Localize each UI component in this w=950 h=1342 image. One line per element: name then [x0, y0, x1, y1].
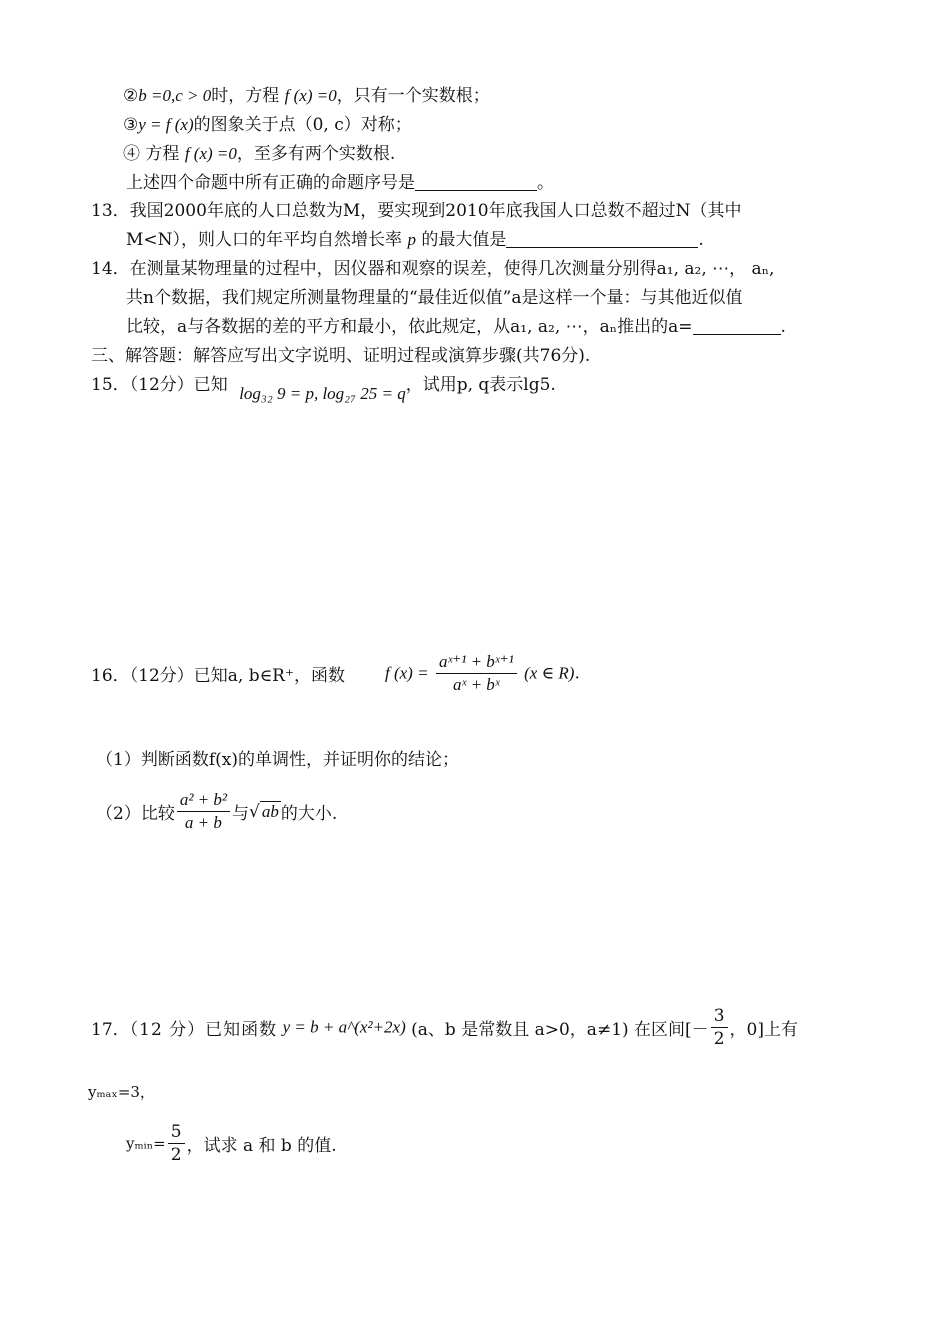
q14-number: 14． [91, 259, 130, 279]
q17-text2: (a、b 是常数且 a>0，a≠1) 在区间[－ [411, 1020, 709, 1040]
q12-item4-text: ④ 方程 [123, 144, 180, 164]
q17-text3: ，0]上有 [729, 1020, 798, 1040]
q17-formula: y = b + a^(x²+2x) [282, 1017, 406, 1037]
q12-item2-text: 时，方程 [211, 86, 280, 106]
q17-fraction [711, 1006, 728, 1049]
q12-conclusion [126, 171, 554, 195]
q12-conclusion-end: 。 [537, 173, 554, 193]
q13-number: 13． [91, 201, 130, 221]
q16-part1 [96, 748, 459, 772]
q17-ymin-num: 5 [168, 1122, 185, 1144]
q12-item-3 [123, 113, 412, 137]
q16-sqrt: √ ab [249, 801, 279, 822]
section3-heading [91, 344, 590, 368]
q16-part2-text3: 的大小. [280, 804, 338, 824]
q12-item4-fx: f (x) =0 [184, 144, 237, 163]
q12-item2-expr: b =0,c > 0 [138, 86, 212, 105]
q12-item-4 [123, 142, 395, 166]
q13-p: p [407, 230, 416, 249]
q12-item-2 [123, 84, 490, 108]
q14-answer-blank[interactable] [693, 316, 781, 335]
q15-number: 15． [91, 375, 130, 395]
q16-part2-denominator: a + b [184, 813, 222, 832]
q17-ymax-text: yₘₐₓ=3， [88, 1083, 155, 1101]
q13-text1: 我国2000年底的人口总数为M，要实现到2010年底我国人口总数不超过N（其中 [129, 201, 742, 221]
q17-ymin-den: 2 [170, 1145, 182, 1165]
q16-part2-text2: 与 [232, 804, 249, 824]
q16-part2-fraction [177, 790, 230, 833]
q17-ymax [88, 1080, 155, 1104]
q12-item2-marker: ② [123, 86, 139, 106]
q15-tail: ，试用p, q表示lg5. [405, 375, 556, 395]
q17-number: 17． [91, 1020, 130, 1040]
q14-end: . [780, 317, 786, 337]
q13-line2 [126, 228, 704, 252]
q16-number: 16． [91, 666, 130, 686]
q13-line1 [91, 199, 741, 223]
q12-item2-text2: ，只有一个实数根； [336, 86, 490, 106]
q17-ymin [126, 1122, 337, 1165]
q16-domain: (x ∈ R) [524, 663, 575, 683]
q14-text2: 共n个数据，我们规定所测量物理量的“最佳近似值”a是这样一个量：与其他近似值 [126, 288, 743, 308]
q12-item3-text: 的图象关于点（0, c）对称； [193, 115, 412, 135]
q17-frac-num: 3 [711, 1006, 728, 1028]
q17-frac-den: 2 [713, 1029, 725, 1049]
q16-score: （12分）已知a, b∈R⁺，函数 [129, 666, 345, 686]
q13-text3: 的最大值是 [421, 230, 507, 250]
q15-score: （12分）已知 [129, 375, 228, 395]
q16-line [91, 664, 345, 688]
q12-answer-blank[interactable] [415, 172, 537, 191]
q14-line1 [91, 257, 774, 281]
q16-numerator: aˣ⁺¹ + bˣ⁺¹ [436, 652, 517, 674]
q13-text2: M<N），则人口的年平均自然增长率 [126, 230, 403, 250]
q16-end: . [574, 663, 580, 684]
q16-part2 [96, 790, 337, 833]
q16-denominator: aˣ + bˣ [453, 675, 500, 694]
q16-fx: f (x) = [385, 663, 429, 683]
q17-line1 [91, 1006, 798, 1049]
q14-text3: 比较，a与各数据的差的平方和最小，依此规定，从a₁, a₂, ⋯，aₙ推出的a= [126, 317, 693, 337]
q15-formula: log₃₂ 9 = p, log₂₇ 25 = q [239, 384, 406, 403]
q16-part1-text: （1）判断函数f(x)的单调性，并证明你的结论； [96, 750, 459, 770]
q16-fraction [436, 652, 517, 695]
q16-part2-text: （2）比较 [96, 804, 175, 824]
q12-item4-text2: ，至多有两个实数根. [236, 144, 396, 164]
q16-part2-numerator: a² + b² [177, 790, 230, 812]
q14-text1: 在测量某物理量的过程中，因仪器和观察的误差，使得几次测量分别得a₁, a₂, ⋯， aₙ, [129, 259, 775, 279]
q17-text4: ，试求 a 和 b 的值. [186, 1136, 337, 1156]
q17-ymin-fraction [168, 1122, 185, 1165]
q13-end: . [698, 230, 704, 250]
q12-item2-fx: f (x) =0 [284, 86, 337, 105]
q16-function [385, 652, 580, 695]
q12-item3-expr: y = f (x) [138, 115, 194, 134]
q13-answer-blank[interactable] [506, 229, 698, 248]
q12-conclusion-text: 上述四个命题中所有正确的命题序号是 [126, 173, 415, 193]
q17-ymin-label: yₘᵢₙ= [126, 1134, 166, 1153]
q14-line2 [126, 286, 742, 310]
q16-sqrt-radicand: ab [261, 801, 279, 821]
q15-line [91, 373, 556, 403]
q12-item3-marker: ③ [123, 115, 139, 135]
section3-title: 三、解答题：解答应写出文字说明、证明过程或演算步骤(共76分). [91, 346, 591, 366]
q14-line3 [126, 315, 786, 339]
q17-text1: （12 分）已知函数 [129, 1020, 278, 1040]
